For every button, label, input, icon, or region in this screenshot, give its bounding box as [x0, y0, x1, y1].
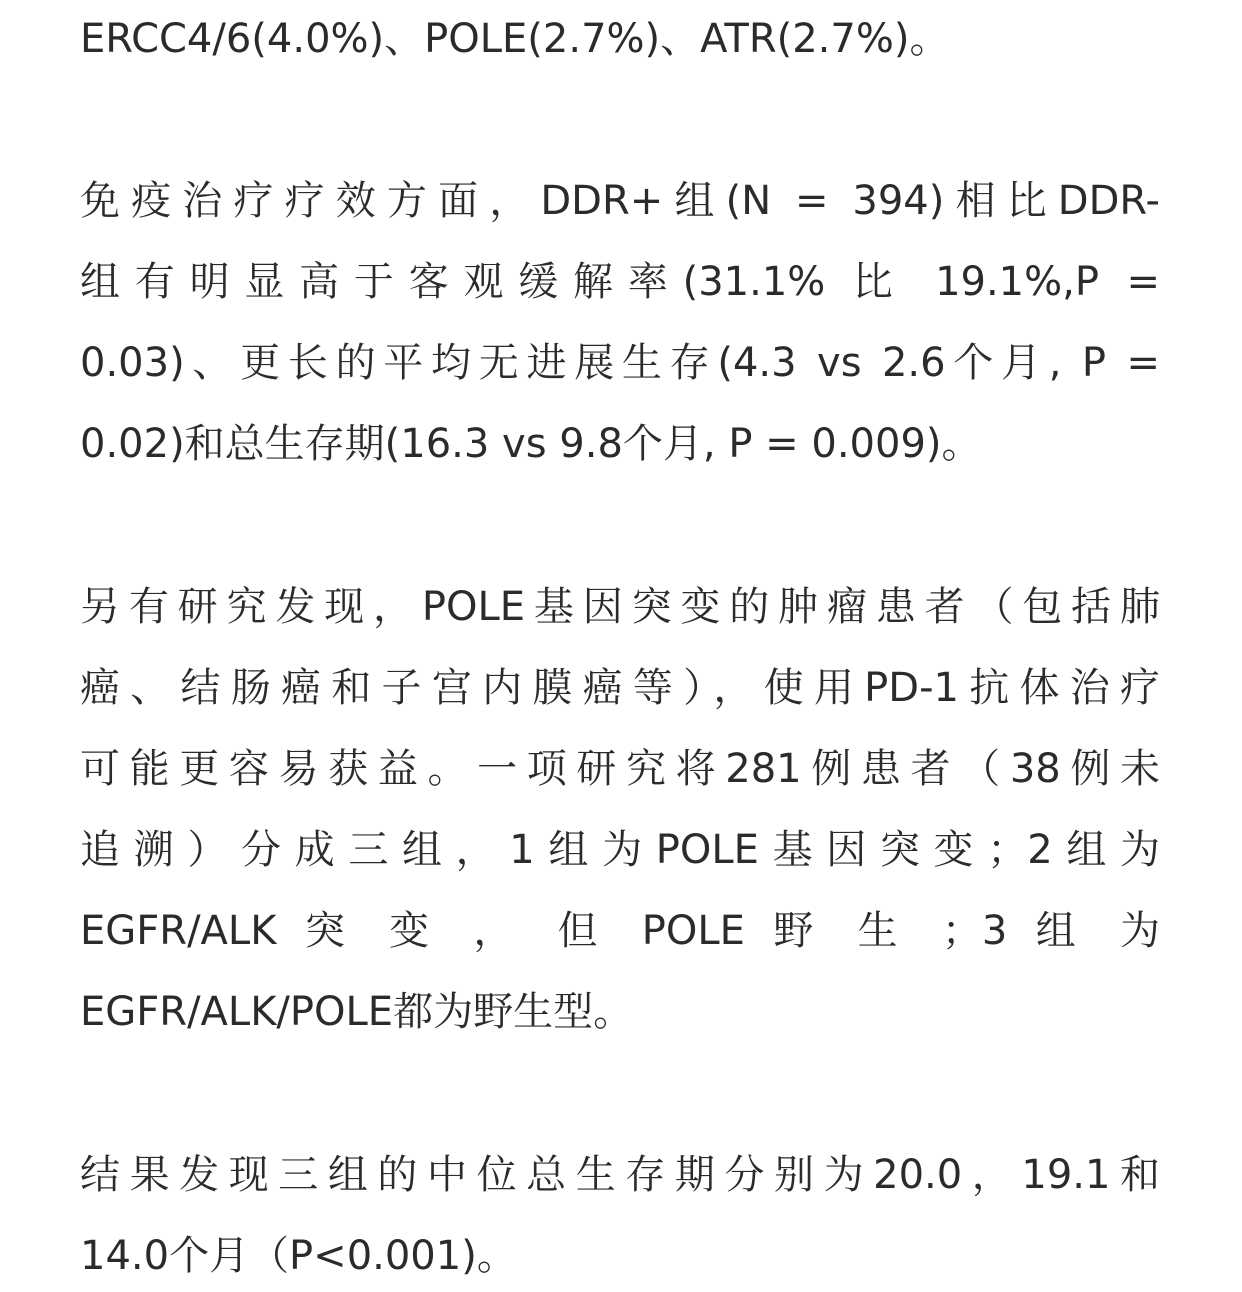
- text-line: 癌、结肠癌和子宫内膜癌等），使用PD-1抗体治疗: [80, 665, 1160, 711]
- text-line: EGFR/ALK 突 变 ， 但 POLE 野 生 ；3 组 为: [80, 908, 1160, 954]
- text-line: 另有研究发现，POLE基因突变的肿瘤患者（包括肺: [80, 584, 1160, 630]
- text-line: 0.03)、更长的平均无进展生存(4.3 vs 2.6个月, P =: [80, 340, 1160, 386]
- text-line: 可能更容易获益。一项研究将281例患者（38例未: [80, 746, 1160, 792]
- text-line: ERCC4/6(4.0%)、POLE(2.7%)、ATR(2.7%)。: [80, 16, 950, 62]
- text-line: 组有明显高于客观缓解率(31.1% 比 19.1%,P =: [80, 259, 1160, 305]
- text-line: 结果发现三组的中位总生存期分别为20.0，19.1和: [80, 1152, 1160, 1198]
- text-line: 0.02)和总生存期(16.3 vs 9.8个月, P = 0.009)。: [80, 421, 982, 467]
- text-line: 追溯）分成三组，1组为POLE基因突变；2组为: [80, 827, 1160, 873]
- text-line: 14.0个月（P<0.001)。: [80, 1233, 517, 1279]
- text-line: 免疫治疗疗效方面，DDR+组(N = 394)相比DDR-: [80, 178, 1160, 224]
- text-line: EGFR/ALK/POLE都为野生型。: [80, 989, 634, 1035]
